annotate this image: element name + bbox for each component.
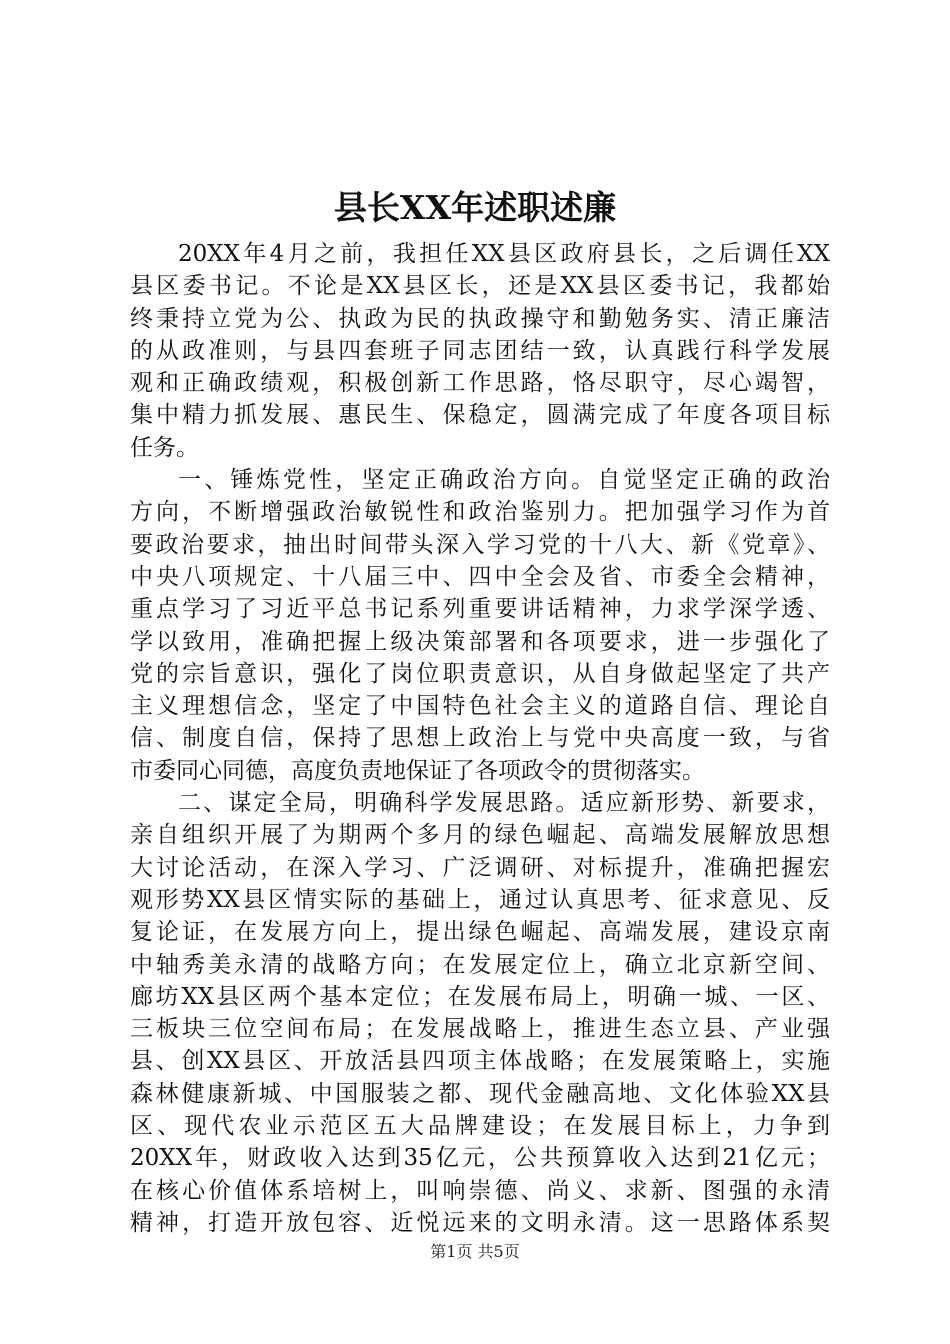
text-line: 集中精力抓发展、惠民生、保稳定，圆满完成了年度各项目标 [130, 402, 830, 429]
text-line: 一、锤炼党性，坚定正确政治方向。自觉坚定正确的政治 [178, 467, 830, 494]
text-line: 的从政准则，与县四套班子同志团结一致，认真践行科学发展 [130, 337, 830, 364]
text-line: 方向，不断增强政治敏锐性和政治鉴别力。把加强学习作为首 [130, 499, 830, 526]
text-line: 20XX年，财政收入达到35亿元，公共预算收入达到21亿元； [130, 1145, 830, 1172]
text-line: 森林健康新城、中国服装之都、现代金融高地、文化体验XX县 [130, 1080, 830, 1107]
text-line: 复论证，在发展方向上，提出绿色崛起、高端发展，建设京南 [130, 919, 830, 946]
text-line: 县区委书记。不论是XX县区长，还是XX县区委书记，我都始 [130, 273, 830, 300]
text-line: 廊坊XX县区两个基本定位；在发展布局上，明确一城、一区、 [130, 983, 830, 1010]
text-line: 20XX年4月之前，我担任XX县区政府县长，之后调任XX [178, 241, 830, 267]
text-line: 县、创XX县区、开放活县四项主体战略；在发展策略上，实施 [130, 1048, 830, 1075]
text-line: 终秉持立党为公、执政为民的执政操守和勤勉务实、清正廉洁 [130, 305, 830, 332]
text-line: 学以致用，准确把握上级决策部署和各项要求，进一步强化了 [130, 628, 830, 655]
text-line: 精神，打造开放包容、近悦远来的文明永清。这一思路体系契 [130, 1209, 830, 1236]
text-line: 市委同心同德，高度负责地保证了各项政令的贯彻落实。 [130, 757, 705, 784]
text-line: 观形势XX县区情实际的基础上，通过认真思考、征求意见、反 [130, 886, 830, 913]
text-line: 区、现代农业示范区五大品牌建设；在发展目标上，力争到 [130, 1113, 830, 1140]
text-line: 中轴秀美永清的战略方向；在发展定位上，确立北京新空间、 [130, 951, 830, 978]
text-line: 要政治要求，抽出时间带头深入学习党的十八大、新《党章》、 [130, 531, 830, 558]
text-line: 观和正确政绩观，积极创新工作思路，恪尽职守，尽心竭智， [130, 370, 830, 397]
text-line: 主义理想信念，坚定了中国特色社会主义的道路自信、理论自 [130, 693, 830, 720]
text-line: 信、制度自信，保持了思想上政治上与党中央高度一致，与省 [130, 725, 830, 752]
text-line: 大讨论活动，在深入学习、广泛调研、对标提升，准确把握宏 [130, 854, 830, 881]
text-line: 在核心价值体系培树上，叫响崇德、尚义、求新、图强的永清 [130, 1177, 830, 1204]
text-line: 党的宗旨意识，强化了岗位职责意识，从自身做起坚定了共产 [130, 660, 830, 687]
text-line: 任务。 [130, 434, 199, 461]
text-line: 三板块三位空间布局；在发展战略上，推进生态立县、产业强 [130, 1016, 830, 1043]
page-footer: 第1页 共5页 [430, 1242, 520, 1261]
text-line: 中央八项规定、十八届三中、四中全会及省、市委全会精神， [130, 563, 830, 590]
text-line: 亲自组织开展了为期两个多月的绿色崛起、高端发展解放思想 [130, 822, 830, 849]
document-body [130, 238, 830, 1239]
document-title: 县长XX年述职述廉 [333, 188, 617, 227]
text-line: 重点学习了习近平总书记系列重要讲话精神，力求学深学透、 [130, 596, 830, 623]
text-line: 二、谋定全局，明确科学发展思路。适应新形势、新要求， [178, 790, 830, 817]
